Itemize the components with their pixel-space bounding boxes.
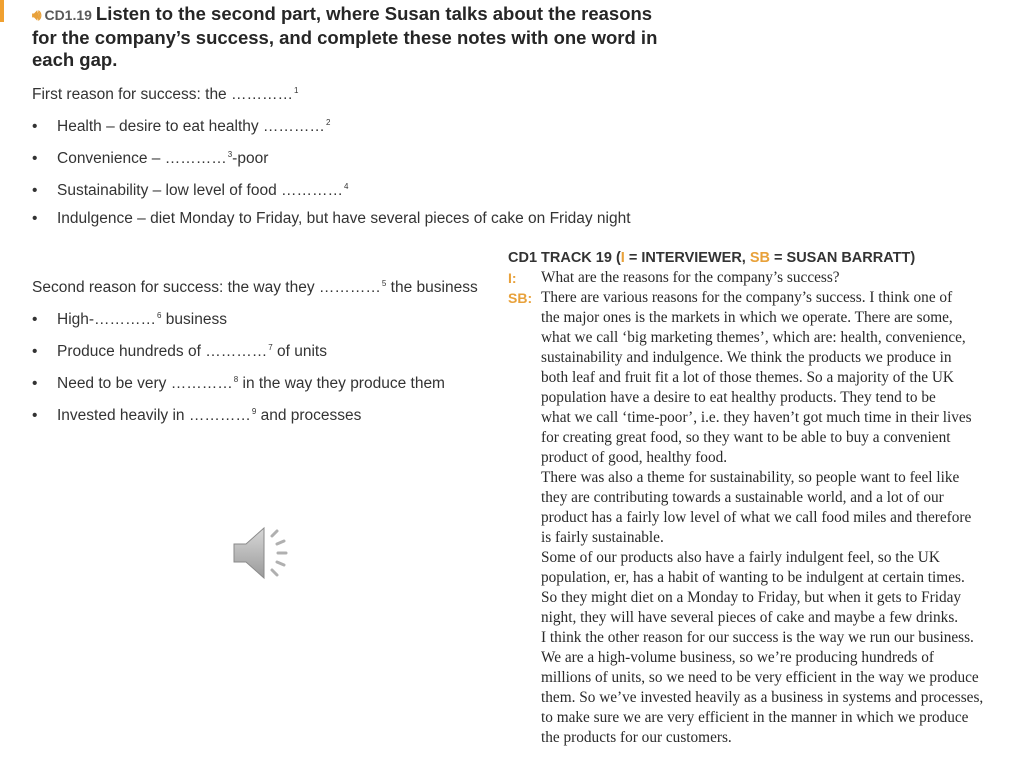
- interviewer-line: [508, 268, 1020, 288]
- note-text: Sustainability – low level of food …………: [57, 182, 344, 199]
- transcript-line: sustainability and indulgence. We think the products we produce in: [541, 349, 952, 366]
- transcript-line: We are a high-volume business, so we’re producing hundreds of: [541, 649, 934, 666]
- gap-number: 1: [294, 86, 299, 95]
- transcript-line: millions of units, so we need to be very efficient in the way we produce: [541, 669, 979, 686]
- gap-number: 9: [251, 407, 257, 416]
- note-item: • Indulgence – diet Monday to Friday, but have several pieces of cake on Friday night: [32, 210, 631, 227]
- transcript-line: night, they will have several pieces of cake and maybe a few drinks.: [541, 609, 959, 626]
- note-item: • High-…………$^6$ business: [32, 311, 227, 328]
- note-text: First reason for success: the …………: [32, 86, 293, 103]
- note-text: Need to be very …………: [57, 375, 233, 392]
- transcript-heading: CD1 TRACK 19 (I = INTERVIEWER, SB = SUSAN BARRATT): [508, 250, 916, 266]
- transcript-line: Some of our products also have a fairly indulgent feel, so the UK: [541, 549, 940, 566]
- transcript-line: what we call ‘time-poor’, i.e. they haven’t got much time in their lives: [541, 409, 972, 426]
- speaker-label: SB:: [508, 290, 533, 306]
- note-item: • Sustainability – low level of food …………$^4$: [32, 182, 349, 199]
- gap-number: 7: [268, 343, 273, 352]
- audio-speaker-icon[interactable]: [230, 522, 300, 584]
- accent-bar: [0, 0, 4, 22]
- transcript-line: There was also a theme for sustainability, so people want to feel like: [541, 469, 960, 486]
- speaker-icon: 🔊︎: [32, 7, 42, 24]
- note-text: Health – desire to eat healthy …………: [57, 118, 325, 135]
- speaker-label: I:: [508, 270, 517, 286]
- transcript: [508, 248, 1020, 748]
- exercise-heading: [32, 3, 672, 71]
- transcript-line: they are contributing towards a sustainable world, and a lot of our: [541, 489, 944, 506]
- second-reason-line: Second reason for success: the way they …………$^5$ the business: [32, 279, 478, 296]
- transcript-line: them. So we’ve invested heavily as a business in systems and processes,: [541, 689, 984, 706]
- note-item: • Need to be very …………$^8$ in the way they produce them: [32, 375, 445, 392]
- gap-number: 4: [344, 182, 349, 191]
- note-text: Invested heavily in …………: [57, 407, 251, 424]
- transcript-line: what we call ‘big marketing themes’, which are: health, convenience,: [541, 329, 966, 346]
- note-text: Convenience – …………: [57, 150, 227, 167]
- gap-number: 5: [381, 279, 387, 288]
- transcript-line: product of good, healthy food.: [541, 449, 728, 466]
- note-text: High-…………: [57, 311, 157, 328]
- track-code: CD1.19: [44, 7, 92, 23]
- transcript-line: both leaf and fruit fit a lot of those themes. So a majority of the UK: [541, 369, 954, 386]
- note-text: Second reason for success: the way they …………: [32, 279, 381, 296]
- transcript-line: So they might diet on a Monday to Friday, but when it gets to Friday: [541, 589, 962, 606]
- note-item: • Health – desire to eat healthy …………$^2$: [32, 118, 331, 135]
- note-text: Produce hundreds of …………: [57, 343, 268, 360]
- heading-text: Listen to the second part, where Susan talks about the reasons for the company’s success, and complete these notes with one word in each gap.: [32, 3, 658, 70]
- note-item: • Produce hundreds of …………$^7$ of units: [32, 343, 327, 360]
- transcript-line: the products for our customers.: [541, 729, 732, 746]
- transcript-line: I think the other reason for our success is the way we run our business.: [541, 629, 974, 646]
- interviewer-text: What are the reasons for the company’s success?: [541, 269, 840, 286]
- gap-number: 8: [233, 375, 239, 384]
- transcript-line: is fairly sustainable.: [541, 529, 664, 546]
- gap-number: 3: [227, 150, 233, 159]
- gap-number: 6: [157, 311, 162, 320]
- transcript-line: There are various reasons for the company’s success. I think one of: [541, 289, 953, 306]
- transcript-line: population have a desire to eat healthy products. They tend to be: [541, 389, 936, 406]
- note-item: • Convenience – …………$^3$-poor: [32, 150, 269, 167]
- susan-line: [508, 288, 1020, 308]
- susan-answer: [508, 308, 1020, 748]
- transcript-line: product has a fairly low level of what we call food miles and therefore: [541, 509, 972, 526]
- transcript-line: to make sure we are very efficient in the manner in which we produce: [541, 709, 969, 726]
- note-item: • Invested heavily in …………$^9$ and processes: [32, 407, 362, 424]
- first-reason-line: [32, 81, 298, 105]
- transcript-line: population, er, has a habit of wanting to be indulgent at certain times.: [541, 569, 965, 586]
- note-text: Indulgence – diet Monday to Friday, but have several pieces of cake on Friday night: [57, 210, 631, 227]
- transcript-line: the major ones is the markets in which we operate. There are some,: [541, 309, 953, 326]
- gap-number: 2: [325, 118, 331, 127]
- transcript-line: for creating great food, so they want to be able to buy a convenient: [541, 429, 951, 446]
